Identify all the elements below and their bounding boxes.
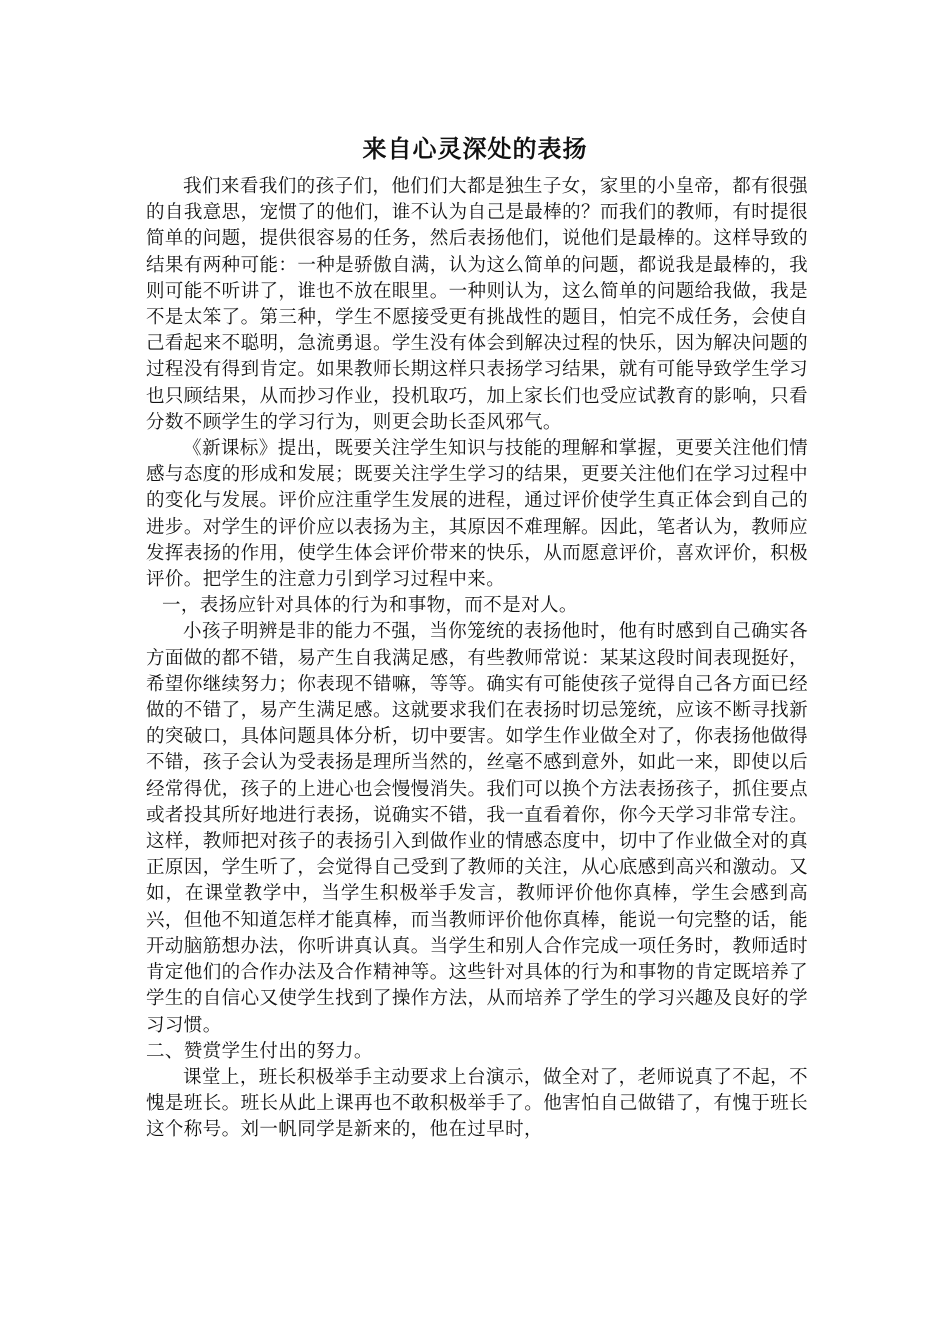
section-heading-1: 一，表扬应针对具体的行为和事物，而不是对人。 — [162, 595, 578, 617]
document-body — [146, 174, 808, 1144]
paragraph-effort-praise: 课堂上，班长积极举手主动要求上台演示，做全对了，老师说真了不起，不愧是班长。班长从此上课再也不敢积极举手了。他害怕自己做错了，有愧于班长这个称号。刘一帆同学是新来的，他在过早时， — [146, 1066, 808, 1141]
section-heading-2: 二、赞赏学生付出的努力。 — [146, 1040, 373, 1062]
paragraph-intro: 我们来看我们的孩子们，他们们大都是独生子女，家里的小皇帝，都有很强的自我意思，宠惯了的他们，谁不认为自己是最棒的？而我们的教师，有时提很简单的问题，提供很容易的任务，然后表扬他们，说他们是最棒的。这样导致的结果有两种可能：一种是骄傲自满，认为这么简单的问题，都说我是最棒的，我则可能不听讲了，谁也不放在眼里。一种则认为，这么简单的问题给我做，我是不是太笨了。第三种，学生不愿接受更有挑战性的题目，怕完不成任务，会使自己看起来不聪明，急流勇退。学生没有体会到解决过程的快乐，因为解决问题的过程没有得到肯定。如果教师长期这样只表扬学习结果，就有可能导致学生学习也只顾结果，从而抄习作业，投机取巧，加上家长们也受应试教育的影响，只看分数不顾学生的学习行为，则更会助长歪风邪气。 — [146, 176, 808, 433]
paragraph-new-curriculum: 《新课标》提出，既要关注学生知识与技能的理解和掌握，更要关注他们情感与态度的形成和发展；既要关注学生学习的结果，更要关注他们在学习过程中的变化与发展。评价应注重学生发展的进程，通过评价使学生真正体会到自己的进步。对学生的评价应以表扬为主，其原因不难理解。因此，笔者认为，教师应发挥表扬的作用，使学生体会评价带来的快乐，从而愿意评价，喜欢评价，积极评价。把学生的注意力引到学习过程中来。 — [146, 438, 808, 591]
paragraph-specific-praise: 小孩子明辨是非的能力不强，当你笼统的表扬他时，他有时感到自己确实各方面做的都不错，易产生自我满足感，有些教师常说：某某这段时间表现挺好，希望你继续努力；你表现不错嘛，等等。确实有可能使孩子觉得自己各方面已经做的不错了，易产生满足感。这就要求我们在表扬时切忌笼统，应该不断寻找新的突破口，具体问题具体分析，切中要害。如学生作业做全对了，你表扬他做得不错，孩子会认为受表扬是理所当然的，丝毫不感到意外，如此一来，即使以后经常得优，孩子的上进心也会慢慢消失。我们可以换个方法表扬孩子，抓住要点或者投其所好地进行表扬，说确实不错，我一直看着你，你今天学习非常专注。这样，教师把对孩子的表扬引入到做作业的情感态度中，切中了作业做全对的真正原因，学生听了，会觉得自己受到了教师的关注，从心底感到高兴和激动。又如，在课堂教学中，当学生积极举手发言，教师评价他你真棒，学生会感到高兴，但他不知道怎样才能真棒，而当教师评价他你真棒，能说一句完整的话，能开动脑筋想办法，你听讲真认真。当学生和别人合作完成一项任务时，教师适时肯定他们的合作办法及合作精神等。这些针对具体的行为和事物的肯定既培养了学生的自信心又使学生找到了操作方法，从而培养了学生的学习兴趣及良好的学习习惯。 — [146, 621, 808, 1036]
document-title: 来自心灵深处的表扬 — [362, 135, 588, 163]
